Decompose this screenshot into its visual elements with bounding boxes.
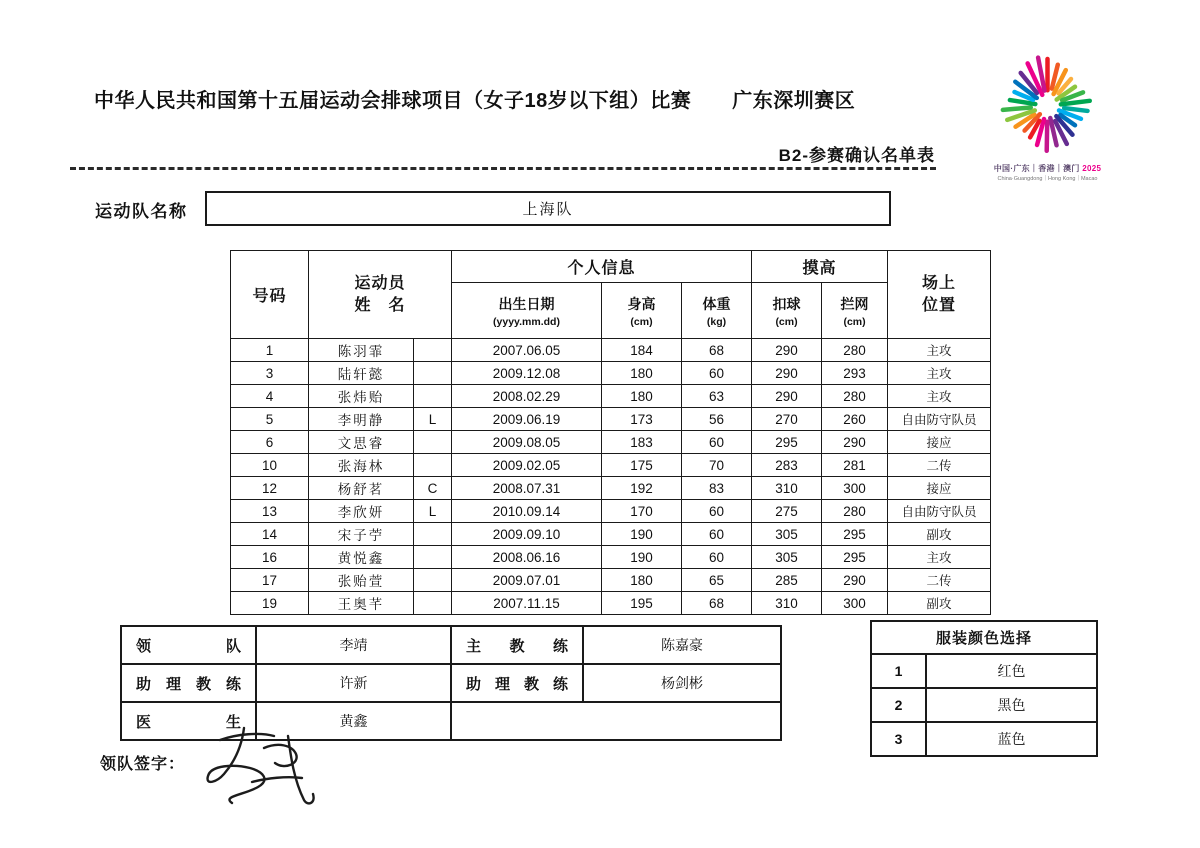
cell-height: 175 [602, 454, 682, 477]
height-label: 身高 [627, 295, 656, 312]
cell-block: 295 [822, 546, 888, 569]
cell-birth: 2009.09.10 [452, 523, 602, 546]
cell-mark: C [414, 477, 452, 500]
staff-value: 杨剑彬 [583, 664, 781, 702]
staff-empty-cell [451, 702, 781, 740]
cell-height: 190 [602, 546, 682, 569]
table-row [231, 339, 991, 362]
cell-birth: 2009.06.19 [452, 408, 602, 431]
cell-number: 17 [231, 569, 309, 592]
cell-position: 主攻 [888, 546, 991, 569]
cell-weight: 68 [682, 339, 752, 362]
cell-height: 180 [602, 569, 682, 592]
cell-mark [414, 454, 452, 477]
cell-number: 12 [231, 477, 309, 500]
col-header-spike [752, 283, 822, 339]
cell-block: 281 [822, 454, 888, 477]
cell-name: 宋子苧 [309, 523, 414, 546]
table-row [231, 385, 991, 408]
col-header-position [888, 251, 991, 339]
cell-mark [414, 431, 452, 454]
cell-position: 二传 [888, 454, 991, 477]
table-row [231, 523, 991, 546]
staff-label [451, 664, 583, 702]
form-code-label: B2-参赛确认名单表 [778, 146, 935, 165]
spike-label: 扣球 [772, 295, 801, 312]
cell-height: 180 [602, 385, 682, 408]
signature-label: 领队签字： [100, 756, 186, 773]
uniform-option-color: 黑色 [926, 688, 1097, 722]
cell-spike: 290 [752, 362, 822, 385]
table-row [231, 431, 991, 454]
staff-label-text: 助理教练 [466, 675, 568, 693]
cell-weight: 60 [682, 362, 752, 385]
cell-height: 190 [602, 523, 682, 546]
logo-year: 2025 [1082, 164, 1102, 173]
uniform-option-index: 3 [871, 722, 926, 756]
cell-height: 195 [602, 592, 682, 615]
uniform-color-table [870, 620, 1098, 757]
cell-birth: 2008.02.29 [452, 385, 602, 408]
cell-weight: 65 [682, 569, 752, 592]
cell-name: 黄悦鑫 [309, 546, 414, 569]
cell-weight: 70 [682, 454, 752, 477]
block-label: 拦网 [840, 295, 869, 312]
uniform-option-color: 蓝色 [926, 722, 1097, 756]
height-unit: (cm) [630, 315, 653, 328]
cell-weight: 60 [682, 500, 752, 523]
staff-value: 许新 [256, 664, 451, 702]
cell-block: 290 [822, 431, 888, 454]
cell-position: 主攻 [888, 385, 991, 408]
athlete-header-line1: 运动员 [354, 274, 406, 292]
cell-birth: 2009.02.05 [452, 454, 602, 477]
table-row [231, 477, 991, 500]
national-games-logo [980, 50, 1115, 182]
cell-weight: 63 [682, 385, 752, 408]
col-header-block [822, 283, 888, 339]
col-header-number: 号码 [231, 251, 309, 339]
cell-name: 陆轩懿 [309, 362, 414, 385]
cell-spike: 305 [752, 546, 822, 569]
team-name-label: 运动队名称 [95, 202, 188, 221]
uniform-table-title: 服装颜色选择 [871, 621, 1097, 654]
cell-birth: 2007.11.15 [452, 592, 602, 615]
logo-burst-icon [980, 50, 1115, 162]
staff-value: 黄鑫 [256, 702, 451, 740]
cell-name: 张海林 [309, 454, 414, 477]
cell-spike: 270 [752, 408, 822, 431]
cell-height: 180 [602, 362, 682, 385]
cell-number: 10 [231, 454, 309, 477]
cell-block: 290 [822, 569, 888, 592]
staff-label [121, 626, 256, 664]
cell-block: 280 [822, 500, 888, 523]
cell-position: 主攻 [888, 339, 991, 362]
cell-weight: 60 [682, 431, 752, 454]
staff-value: 李靖 [256, 626, 451, 664]
cell-spike: 285 [752, 569, 822, 592]
staff-row [121, 664, 781, 702]
col-header-height [602, 283, 682, 339]
cell-name: 陈羽霏 [309, 339, 414, 362]
cell-position: 接应 [888, 477, 991, 500]
cell-birth: 2009.08.05 [452, 431, 602, 454]
uniform-option-row [871, 722, 1097, 756]
cell-weight: 60 [682, 523, 752, 546]
roster-table [230, 250, 991, 615]
table-row [231, 408, 991, 431]
cell-mark [414, 546, 452, 569]
cell-weight: 56 [682, 408, 752, 431]
cell-mark [414, 523, 452, 546]
cell-mark: L [414, 408, 452, 431]
cell-birth: 2009.12.08 [452, 362, 602, 385]
cell-number: 5 [231, 408, 309, 431]
logo-caption-en: China·Guangdong｜Hong Kong｜Macao [997, 176, 1098, 182]
position-header-line2: 位置 [922, 296, 957, 314]
birth-date-label: 出生日期 [498, 295, 555, 312]
cell-name: 文思睿 [309, 431, 414, 454]
cell-number: 4 [231, 385, 309, 408]
cell-height: 170 [602, 500, 682, 523]
cell-mark [414, 339, 452, 362]
cell-position: 接应 [888, 431, 991, 454]
cell-height: 173 [602, 408, 682, 431]
cell-block: 280 [822, 385, 888, 408]
cell-birth: 2007.06.05 [452, 339, 602, 362]
weight-unit: (kg) [706, 315, 727, 328]
team-name-box: 上海队 [205, 191, 891, 226]
cell-weight: 68 [682, 592, 752, 615]
block-unit: (cm) [843, 315, 866, 328]
col-group-personal-info: 个人信息 [452, 251, 752, 283]
table-row [231, 569, 991, 592]
uniform-option-color: 红色 [926, 654, 1097, 688]
staff-label [451, 626, 583, 664]
cell-mark [414, 569, 452, 592]
uniform-option-row [871, 688, 1097, 722]
cell-number: 1 [231, 339, 309, 362]
cell-position: 副攻 [888, 592, 991, 615]
dashed-divider [70, 167, 936, 170]
athlete-header-line2: 姓 名 [354, 296, 406, 314]
uniform-option-index: 1 [871, 654, 926, 688]
cell-name: 李欣妍 [309, 500, 414, 523]
cell-mark [414, 592, 452, 615]
cell-spike: 283 [752, 454, 822, 477]
col-header-athlete [309, 251, 452, 339]
staff-label-text: 医生 [136, 713, 241, 731]
cell-block: 260 [822, 408, 888, 431]
cell-block: 300 [822, 477, 888, 500]
weight-label: 体重 [702, 295, 731, 312]
staff-label-text: 助理教练 [136, 675, 241, 693]
table-row [231, 362, 991, 385]
cell-weight: 60 [682, 546, 752, 569]
table-row [231, 454, 991, 477]
logo-caption [980, 163, 1115, 174]
cell-number: 19 [231, 592, 309, 615]
col-group-reach: 摸高 [752, 251, 888, 283]
table-row [231, 592, 991, 615]
cell-weight: 83 [682, 477, 752, 500]
uniform-option-row [871, 654, 1097, 688]
cell-number: 16 [231, 546, 309, 569]
cell-mark: L [414, 500, 452, 523]
cell-spike: 290 [752, 339, 822, 362]
cell-height: 192 [602, 477, 682, 500]
cell-position: 主攻 [888, 362, 991, 385]
cell-birth: 2008.07.31 [452, 477, 602, 500]
staff-label-text: 领队 [136, 637, 241, 655]
staff-row [121, 626, 781, 664]
cell-birth: 2008.06.16 [452, 546, 602, 569]
cell-number: 6 [231, 431, 309, 454]
cell-name: 李明静 [309, 408, 414, 431]
cell-spike: 275 [752, 500, 822, 523]
handwritten-signature [192, 718, 327, 818]
cell-mark [414, 362, 452, 385]
cell-position: 二传 [888, 569, 991, 592]
staff-label [121, 664, 256, 702]
cell-spike: 310 [752, 592, 822, 615]
cell-height: 183 [602, 431, 682, 454]
cell-spike: 290 [752, 385, 822, 408]
cell-spike: 310 [752, 477, 822, 500]
col-header-weight [682, 283, 752, 339]
cell-number: 14 [231, 523, 309, 546]
cell-birth: 2009.07.01 [452, 569, 602, 592]
cell-block: 293 [822, 362, 888, 385]
cell-name: 张炜贻 [309, 385, 414, 408]
staff-value: 陈嘉豪 [583, 626, 781, 664]
cell-block: 300 [822, 592, 888, 615]
cell-mark [414, 385, 452, 408]
cell-position: 自由防守队员 [888, 500, 991, 523]
cell-block: 280 [822, 339, 888, 362]
table-row [231, 546, 991, 569]
col-header-birth-date [452, 283, 602, 339]
cell-position: 自由防守队员 [888, 408, 991, 431]
cell-number: 3 [231, 362, 309, 385]
position-header-line1: 场上 [922, 274, 957, 292]
table-row [231, 500, 991, 523]
cell-name: 张贻萱 [309, 569, 414, 592]
cell-position: 副攻 [888, 523, 991, 546]
staff-label-text: 主教练 [466, 637, 568, 655]
logo-caption-cn: 中国·广东｜香港｜澳门 [993, 164, 1080, 173]
cell-height: 184 [602, 339, 682, 362]
cell-name: 杨舒茗 [309, 477, 414, 500]
uniform-option-index: 2 [871, 688, 926, 722]
cell-spike: 295 [752, 431, 822, 454]
cell-spike: 305 [752, 523, 822, 546]
spike-unit: (cm) [775, 315, 798, 328]
birth-date-format: (yyyy.mm.dd) [493, 315, 560, 328]
cell-block: 295 [822, 523, 888, 546]
page-title: 中华人民共和国第十五届运动会排球项目（女子18岁以下组）比赛 广东深圳赛区 [94, 90, 856, 112]
cell-birth: 2010.09.14 [452, 500, 602, 523]
cell-name: 王奥芊 [309, 592, 414, 615]
cell-number: 13 [231, 500, 309, 523]
